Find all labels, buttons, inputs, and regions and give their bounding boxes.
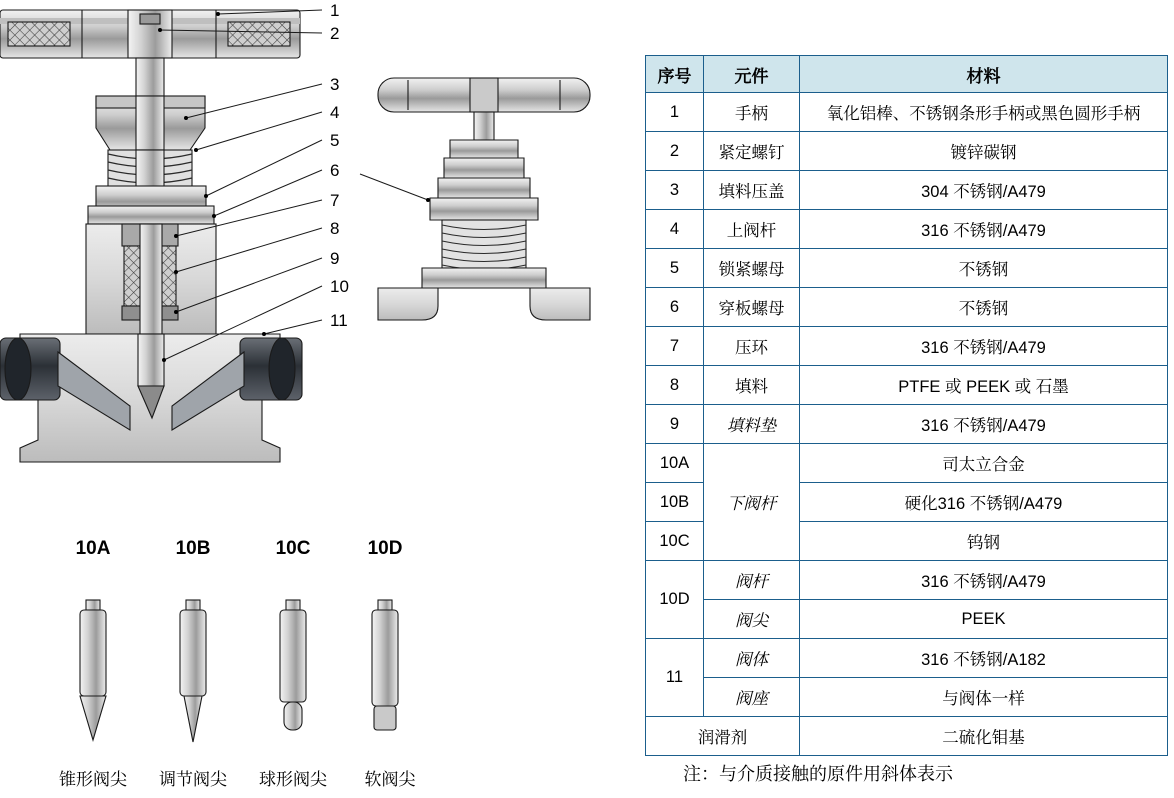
cell-mat: 钨钢	[800, 522, 1168, 561]
cell-no: 9	[646, 405, 704, 444]
callout-4: 4	[330, 103, 340, 122]
cell-mat: 304 不锈钢/A479	[800, 171, 1168, 210]
cell-no: 10A	[646, 444, 704, 483]
callout-5: 5	[330, 131, 340, 150]
cell-no: 8	[646, 366, 704, 405]
cell-part: 填料垫	[704, 405, 800, 444]
panel-nut	[88, 206, 214, 224]
cell-no: 3	[646, 171, 704, 210]
callout-6: 6	[330, 161, 340, 180]
callout-7: 7	[330, 191, 340, 210]
tip-10B	[180, 600, 206, 742]
valve-body	[0, 334, 302, 462]
table-row	[646, 288, 1168, 327]
parts-table	[645, 55, 1168, 756]
table-row	[646, 405, 1168, 444]
cell-no: 10D	[646, 561, 704, 639]
header-mat: 材料	[800, 56, 1168, 93]
cell-mat: 二硫化钼基	[800, 717, 1168, 756]
cell-no: 10B	[646, 483, 704, 522]
cell-part: 填料	[704, 366, 800, 405]
cell-mat: 316 不锈钢/A479	[800, 210, 1168, 249]
callout-2: 2	[330, 24, 340, 43]
table-row	[646, 561, 1168, 600]
tip-10A	[80, 600, 106, 740]
table-row	[646, 600, 1168, 639]
cell-no: 5	[646, 249, 704, 288]
cell-no: 1	[646, 93, 704, 132]
cell-part: 阀座	[704, 678, 800, 717]
cell-part: 填料压盖	[704, 171, 800, 210]
table-row	[646, 366, 1168, 405]
parts-table-container	[645, 55, 1167, 756]
tip-code-10b: 10B	[175, 538, 211, 559]
cell-part: 锁紧螺母	[704, 249, 800, 288]
tip-code-10d: 10D	[367, 538, 403, 559]
cell-mat: 不锈钢	[800, 288, 1168, 327]
cell-no: 11	[646, 639, 704, 717]
cell-part: 手柄	[704, 93, 800, 132]
tip-10C	[280, 600, 306, 730]
table-header-row	[646, 56, 1168, 93]
table-row	[646, 444, 1168, 483]
callout-8: 8	[330, 219, 340, 238]
table-row	[646, 639, 1168, 678]
tip-code-10a: 10A	[75, 538, 111, 559]
table-row	[646, 678, 1168, 717]
table-row	[646, 327, 1168, 366]
cell-mat: 司太立合金	[800, 444, 1168, 483]
cell-part: 紧定螺钉	[704, 132, 800, 171]
table-row	[646, 171, 1168, 210]
tip-name-10c: 球形阀尖	[259, 770, 327, 789]
cell-part: 阀杆	[704, 561, 800, 600]
table-row	[646, 249, 1168, 288]
cell-mat: PTFE 或 PEEK 或 石墨	[800, 366, 1168, 405]
table-row	[646, 717, 1168, 756]
cell-no: 2	[646, 132, 704, 171]
callout-1: 1	[330, 1, 340, 20]
cell-no: 4	[646, 210, 704, 249]
cell-mat: 镀锌碳钢	[800, 132, 1168, 171]
cell-no: 10C	[646, 522, 704, 561]
valve-tip-variants	[80, 600, 398, 742]
cell-no: 6	[646, 288, 704, 327]
tip-code-10c: 10C	[275, 538, 311, 559]
cell-mat: 氧化铝棒、不锈钢条形手柄或黑色圆形手柄	[800, 93, 1168, 132]
packing-gland	[96, 96, 205, 150]
cell-mat: 硬化316 不锈钢/A479	[800, 483, 1168, 522]
cell-lubricant-label: 润滑剂	[646, 717, 800, 756]
cell-part: 阀体	[704, 639, 800, 678]
cell-mat: 不锈钢	[800, 249, 1168, 288]
table-row	[646, 210, 1168, 249]
callout-9: 9	[330, 249, 340, 268]
cell-mat: 316 不锈钢/A479	[800, 561, 1168, 600]
handle-assembly	[0, 10, 300, 58]
cell-part: 上阀杆	[704, 210, 800, 249]
tip-name-10d: 软阀尖	[364, 770, 416, 789]
header-part: 元件	[704, 56, 800, 93]
tip-10D	[372, 600, 398, 730]
cell-part: 阀尖	[704, 600, 800, 639]
tip-name-10b: 调节阀尖	[159, 770, 227, 789]
cell-mat: 316 不锈钢/A479	[800, 405, 1168, 444]
table-row	[646, 93, 1168, 132]
table-row	[646, 132, 1168, 171]
cell-mat: PEEK	[800, 600, 1168, 639]
cell-part: 压环	[704, 327, 800, 366]
packing-stack	[86, 224, 216, 334]
cell-no: 7	[646, 327, 704, 366]
callout-3: 3	[330, 75, 340, 94]
cell-part: 穿板螺母	[704, 288, 800, 327]
table-note: 注：与介质接触的原件用斜体表示	[683, 764, 953, 784]
cell-mat: 与阀体一样	[800, 678, 1168, 717]
cell-part: 下阀杆	[704, 444, 800, 561]
cell-mat: 316 不锈钢/A479	[800, 327, 1168, 366]
callout-11: 11	[330, 311, 348, 330]
callout-10: 10	[330, 277, 349, 296]
panel-mount-view	[360, 78, 590, 320]
tip-name-10a: 锥形阀尖	[59, 770, 127, 789]
cell-mat: 316 不锈钢/A182	[800, 639, 1168, 678]
header-no: 序号	[646, 56, 704, 93]
